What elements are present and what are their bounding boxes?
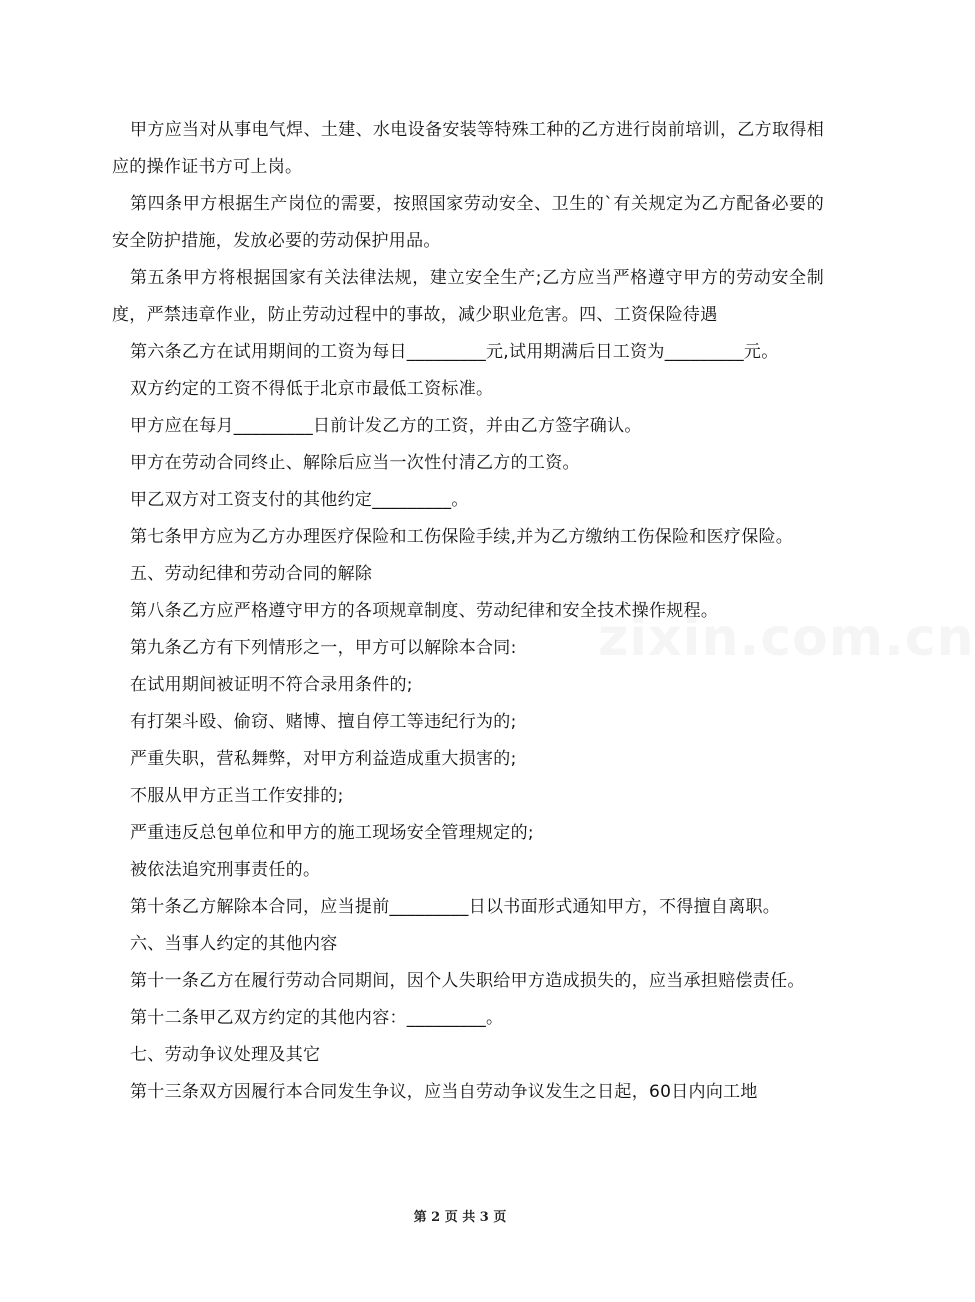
paragraph-article-13: 第十三条双方因履行本合同发生争议，应当自劳动争议发生之日起，60日内向工地 xyxy=(130,1082,758,1102)
paragraph-final-settlement: 甲方在劳动合同终止、解除后应当一次性付清乙方的工资。 xyxy=(130,453,580,473)
section-heading-7: 七、劳动争议处理及其它 xyxy=(130,1045,321,1065)
watermark-logo: zixin.com.cn xyxy=(598,608,975,668)
paragraph-article-7: 第七条甲方应为乙方办理医疗保险和工伤保险手续,并为乙方缴纳工伤保险和医疗保险。 xyxy=(130,527,794,547)
paragraph-special-trades-training: 甲方应当对从事电气焊、土建、水电设备安装等特殊工种的乙方进行岗前培训，乙方取得相应的操作证书方可上岗。 xyxy=(112,120,824,177)
section-heading-5: 五、劳动纪律和劳动合同的解除 xyxy=(130,564,373,584)
paragraph-other-wage-agreement: 甲乙双方对工资支付的其他约定_________。 xyxy=(130,490,469,510)
list-item-insubordination: 不服从甲方正当工作安排的; xyxy=(130,786,344,806)
list-item-criminal: 被依法追究刑事责任的。 xyxy=(130,860,321,880)
paragraph-monthly-payday: 甲方应在每月_________日前计发乙方的工资，并由乙方签字确认。 xyxy=(130,416,642,436)
list-item-dereliction: 严重失职，营私舞弊，对甲方利益造成重大损害的; xyxy=(130,749,517,769)
list-item-safety-violation: 严重违反总包单位和甲方的施工现场安全管理规定的; xyxy=(130,823,534,843)
paragraph-minimum-wage: 双方约定的工资不得低于北京市最低工资标准。 xyxy=(130,379,494,399)
paragraph-article-6: 第六条乙方在试用期间的工资为每日_________元,试用期满后日工资为_________元。 xyxy=(130,342,779,362)
paragraph-article-8: 第八条乙方应严格遵守甲方的各项规章制度、劳动纪律和安全技术操作规程。 xyxy=(130,601,719,621)
paragraph-article-9: 第九条乙方有下列情形之一，甲方可以解除本合同: xyxy=(130,638,517,658)
page-number-footer: 第 2 页 共 3 页 xyxy=(413,1210,507,1225)
paragraph-article-10: 第十条乙方解除本合同，应当提前_________日以书面形式通知甲方，不得擅自离职。 xyxy=(130,897,781,917)
document-body xyxy=(112,112,824,1111)
list-item-misconduct: 有打架斗殴、偷窃、赌博、擅自停工等违纪行为的; xyxy=(130,712,517,732)
paragraph-article-4: 第四条甲方根据生产岗位的需要，按照国家劳动安全、卫生的`有关规定为乙方配备必要的安全防护措施，发放必要的劳动保护用品。 xyxy=(112,194,824,251)
paragraph-article-11: 第十一条乙方在履行劳动合同期间，因个人失职给甲方造成损失的，应当承担赔偿责任。 xyxy=(130,971,805,991)
paragraph-article-12: 第十二条甲乙双方约定的其他内容：_________。 xyxy=(130,1008,504,1028)
paragraph-article-5: 第五条甲方将根据国家有关法律法规，建立安全生产;乙方应当严格遵守甲方的劳动安全制度，严禁违章作业，防止劳动过程中的事故，减少职业危害。四、工资保险待遇 xyxy=(112,268,824,325)
list-item-probation: 在试用期间被证明不符合录用条件的; xyxy=(130,675,413,695)
section-heading-6: 六、当事人约定的其他内容 xyxy=(130,934,338,954)
